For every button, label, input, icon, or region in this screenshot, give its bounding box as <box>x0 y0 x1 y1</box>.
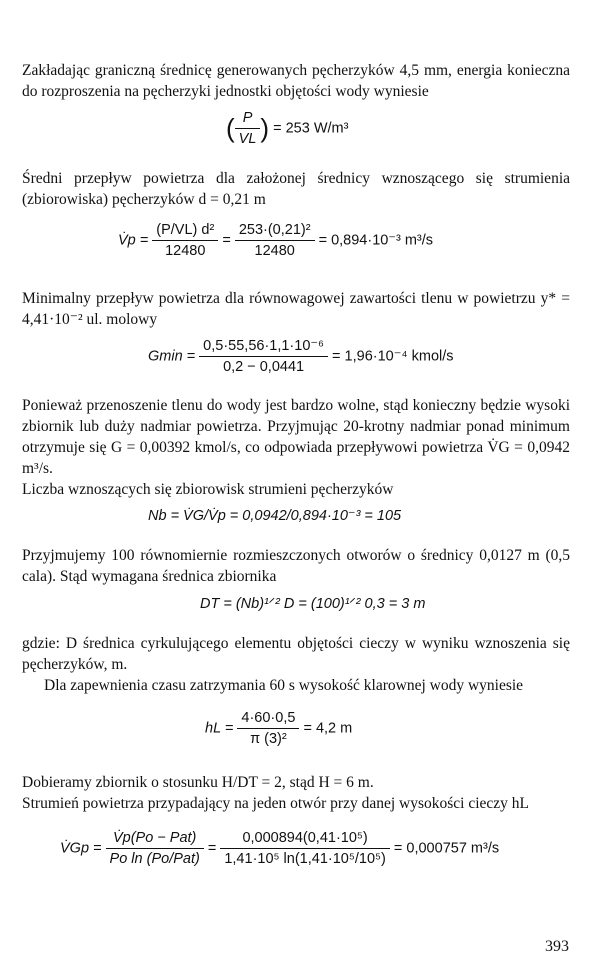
paragraph-1: Zakładając graniczną średnicę generowanych pęcherzyków 4,5 mm, energia konieczna do rozproszenia na pęcherzyki jednostki objętości wody wyniesie <box>22 62 570 100</box>
formula-gmin <box>148 338 454 375</box>
formula-paren-right: ) <box>260 113 270 143</box>
paragraph-8: Dla zapewnienia czasu zatrzymania 60 s wysokość klarownej wody wyniesie <box>44 677 524 694</box>
paragraph-10: Strumień powietrza przypadający na jeden otwór przy danej wysokości cieczy hL <box>22 795 530 812</box>
formula-nb: Nb = V̇G/V̇p = 0,0942/0,894·10⁻³ = 105 <box>148 508 402 524</box>
formula-gmin-fraction <box>199 338 328 375</box>
formula-vgp-lhs: V̇Gp = <box>60 840 102 857</box>
formula-hl-lhs: hL = <box>205 720 234 737</box>
formula-gmin-num: 0,5·55,56·1,1·10⁻⁶ <box>199 338 328 357</box>
formula-energy-fraction <box>235 110 261 147</box>
formula-air-flow-fraction-2 <box>235 222 315 259</box>
formula-air-flow-num-1: (P/VL) d² <box>152 222 218 241</box>
formula-vgp-den-2: 1,41·10⁵ ln(1,41·10⁵/10⁵) <box>224 851 386 867</box>
paragraph-7: gdzie: D średnica cyrkulującego elementu objętości cieczy w wyniku wznoszenia się pęcherzyków, m. <box>22 635 570 673</box>
formula-vgp: V̇Gp = $\frac{\text{V̇p(Po − Pat)}}{\text{Po ln (Po/Pat)}}$ = $\frac{\text{0,000894(0,41·10⁵)}}{\text{1,41·10⁵ ln(1,41·10⁵/10⁵)}}$ = 0,000757 m³/s <box>60 830 500 867</box>
formula-energy-result: = 253 W/m³ <box>273 120 349 137</box>
formula-hl-result: = 4,2 m <box>303 720 353 737</box>
formula-hl-den: π (3)² <box>250 731 287 747</box>
page-number: 393 <box>545 938 569 955</box>
paragraph-5: Liczba wznoszących się zbiorowisk strumieni pęcherzyków <box>22 481 394 498</box>
formula-air-flow: V̇p = $\frac{\text{(P/VL) d²}}{12480}$ = $\frac{\text{253·(0,21)²}}{12480}$ = 0,894·10⁻³ m³/s <box>118 222 434 259</box>
formula-hl-num: 4·60·0,5 <box>237 710 299 729</box>
formula-dt: DT = (Nb)¹ᐟ² D = (100)¹ᐟ² 0,3 = 3 m <box>200 596 426 612</box>
formula-energy-denominator: VL <box>238 131 257 147</box>
formula-gmin-result: = 1,96·10⁻⁴ kmol/s <box>332 348 454 365</box>
paragraph-4: Ponieważ przenoszenie tlenu do wody jest bardzo wolne, stąd konieczny będzie wysoki zbiornik lub duży nadmiar powietrza. Przyjmując 20-krotny nadmiar ponad minimum otrzymuje się G = 0,00392 kmol/s, co odpowiada przepływowi powietrza V̇G = 0,0942 m³/s. <box>22 397 570 477</box>
formula-vgp-num-2: 0,000894(0,41·10⁵) <box>220 830 390 849</box>
paragraph-6: Przyjmujemy 100 równomiernie rozmieszczonych otworów o średnicy 0,0127 m (0,5 cala). Stąd wymagana średnica zbiornika <box>22 547 570 585</box>
formula-vgp-result: = 0,000757 m³/s <box>393 840 500 857</box>
paragraph-9: Dobieramy zbiornik o stosunku H/DT = 2, stąd H = 6 m. <box>22 774 374 791</box>
paragraph-3: Minimalny przepływ powietrza dla równowagowej zawartości tlenu w powietrzu y* = 4,41·10⁻² ul. molowy <box>22 290 570 328</box>
formula-energy <box>226 110 348 147</box>
formula-vgp-den-1: Po ln (Po/Pat) <box>109 851 200 867</box>
formula-air-flow-num-2: 253·(0,21)² <box>235 222 315 241</box>
formula-vgp-fraction-2 <box>220 830 390 867</box>
formula-air-flow-lhs: V̇p = <box>118 232 149 249</box>
formula-gmin-lhs: Gmin = <box>148 348 196 365</box>
formula-air-flow-den-2: 12480 <box>254 243 295 259</box>
formula-vgp-num-1: V̇p(Po − Pat) <box>106 830 204 849</box>
formula-gmin-den: 0,2 − 0,0441 <box>223 359 305 375</box>
formula-air-flow-result: = 0,894·10⁻³ m³/s <box>318 232 434 249</box>
formula-paren-left: ( <box>226 113 235 143</box>
formula-vgp-fraction-1 <box>106 830 204 867</box>
formula-hl <box>205 710 352 747</box>
formula-energy-numerator: P <box>235 110 261 129</box>
formula-air-flow-fraction-1 <box>152 222 218 259</box>
formula-hl-fraction <box>237 710 299 747</box>
formula-air-flow-den-1: 12480 <box>165 243 206 259</box>
paragraph-2: Średni przepływ powietrza dla założonej średnicy wznoszącego się strumienia (zbiorowiska) pęcherzyków d = 0,21 m <box>22 170 570 208</box>
